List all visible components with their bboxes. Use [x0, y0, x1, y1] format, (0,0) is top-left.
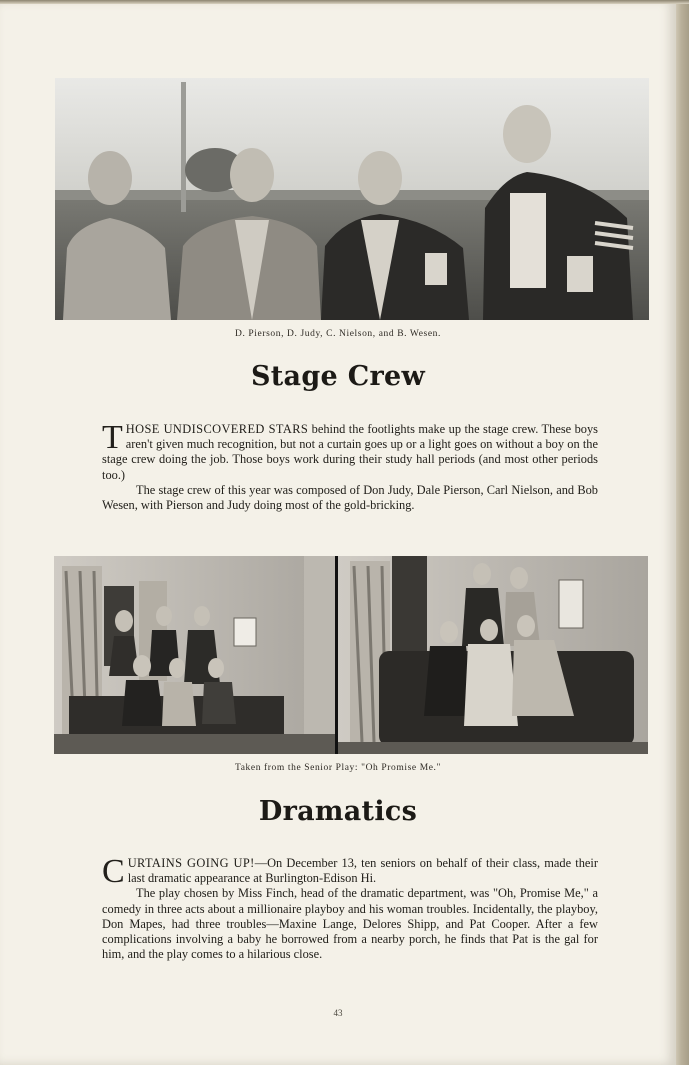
stage-crew-paragraph-2: The stage crew of this year was composed of Don Judy, Dale Pierson, Carl Nielson, and Bob Wesen, with Pierson and Judy doing most of the gold-bricking. [102, 482, 598, 513]
dramatics-lead: URTAINS GOING UP! [127, 856, 255, 870]
stage-crew-dropcap: T [102, 419, 123, 456]
page-number: 43 [333, 1008, 343, 1018]
stage-crew-lead: HOSE UNDISCOVERED STARS [125, 422, 309, 436]
stage-crew-paragraph-1: behind the footlights make up the stage crew. These boys aren't given much recognition, but not a curtain goes up or a light goes on without a boy on the stage crew doing the job. Those boys work during their study hall periods (and most other periods too.) [102, 422, 598, 482]
dramatics-paragraph-2: The play chosen by Miss Finch, head of the dramatic department, was "Oh, Promise Me," a comedy in three acts about a millionaire playboy and his woman troubles. Incidentally, the playboy, Don Mapes, had three troubles—Maxine Lange, Delores Shipp, and Pat Cooper. After a few complications involving a baby he borrowed from a nearby porch, he finds that Pat is the gal for him, and the play comes to a hilarious close. [102, 886, 598, 962]
dramatics-paragraph-1: —On December 13, ten seniors on behalf of their class, made their last dramatic appearance at Burlington-Edison Hi. [127, 856, 598, 886]
book-binding [676, 0, 689, 1065]
stage-crew-text [102, 419, 598, 513]
dramatics-dropcap: C [102, 853, 125, 890]
stage-crew-photo [55, 78, 649, 320]
page-top-edge [0, 0, 689, 4]
senior-play-caption: Taken from the Senior Play: "Oh Promise Me." [234, 763, 442, 773]
stage-crew-caption: D. Pierson, D. Judy, C. Nielson, and B. Wesen. [234, 329, 441, 339]
stage-crew-heading: Stage Crew [250, 361, 426, 392]
senior-play-photo [54, 556, 648, 754]
dramatics-heading: Dramatics [258, 796, 418, 827]
dramatics-text [102, 853, 598, 962]
